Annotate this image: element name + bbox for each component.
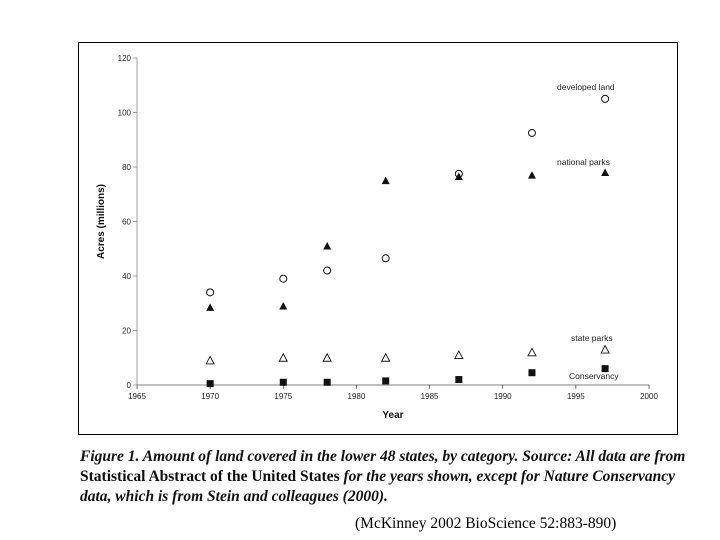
developed-land-point — [528, 129, 535, 136]
y-tick-label: 60 — [122, 217, 131, 227]
y-tick-label: 80 — [122, 163, 131, 172]
conservancy-point — [207, 380, 214, 387]
conservancy-point — [528, 369, 535, 376]
x-tick-label: 1965 — [128, 392, 146, 401]
x-axis-title: Year — [382, 410, 404, 421]
national-parks-point — [601, 168, 609, 176]
series-label: Conservancy — [569, 371, 619, 381]
series-label: national parks — [557, 157, 610, 167]
series-label: state parks — [571, 333, 613, 343]
x-tick-label: 1980 — [347, 392, 366, 401]
national-parks-point — [382, 177, 390, 185]
x-tick-label: 1975 — [274, 392, 293, 401]
x-tick-label: 2000 — [640, 392, 658, 401]
state-parks-point — [279, 354, 287, 362]
series-labels — [557, 82, 619, 381]
developed-land-point — [324, 267, 331, 274]
scatter-plot — [79, 43, 676, 433]
caption-part-1: Figure 1. Amount of land covered in the lower 48 states, by category. Source: All data are from — [80, 448, 686, 465]
x-tick-label: 1995 — [566, 392, 585, 401]
x-tick-label: 1990 — [493, 392, 512, 401]
national-parks-point — [528, 171, 536, 179]
state-parks-point — [323, 354, 331, 362]
x-tick-label: 1970 — [201, 392, 220, 401]
developed-land-point — [280, 275, 287, 282]
developed-land-point — [602, 95, 609, 102]
y-tick-label: 100 — [117, 108, 131, 118]
data-points — [206, 95, 609, 387]
state-parks-point — [206, 356, 214, 364]
x-tick-label: 1985 — [420, 392, 439, 401]
caption-source-title: Statistical Abstract of the United States — [80, 468, 340, 485]
chart-frame — [78, 42, 678, 435]
citation: (McKinney 2002 BioScience 52:883-890) — [355, 515, 617, 532]
state-parks-point — [601, 346, 609, 354]
conservancy-point — [280, 379, 287, 386]
conservancy-point — [324, 379, 331, 386]
caption-part-3: for the years shown, except for Nature Conservancy data, which is from Stein and colleagues (2000). — [80, 468, 676, 505]
state-parks-point — [528, 348, 536, 356]
state-parks-point — [455, 351, 463, 359]
national-parks-point — [323, 242, 331, 250]
y-tick-label: 20 — [122, 326, 131, 336]
figure-caption — [80, 447, 690, 507]
national-parks-point — [279, 302, 287, 310]
y-axis-title: Acres (millions) — [96, 183, 107, 260]
national-parks-point — [206, 303, 214, 311]
developed-land-point — [382, 255, 389, 262]
y-tick-label: 120 — [117, 54, 131, 63]
conservancy-point — [382, 377, 389, 384]
y-tick-label: 40 — [122, 272, 131, 281]
developed-land-point — [207, 289, 214, 296]
state-parks-point — [382, 354, 390, 362]
y-tick-label: 0 — [126, 381, 131, 390]
conservancy-point — [455, 376, 462, 383]
tick-labels — [118, 54, 659, 401]
series-label: developed land — [557, 82, 615, 92]
